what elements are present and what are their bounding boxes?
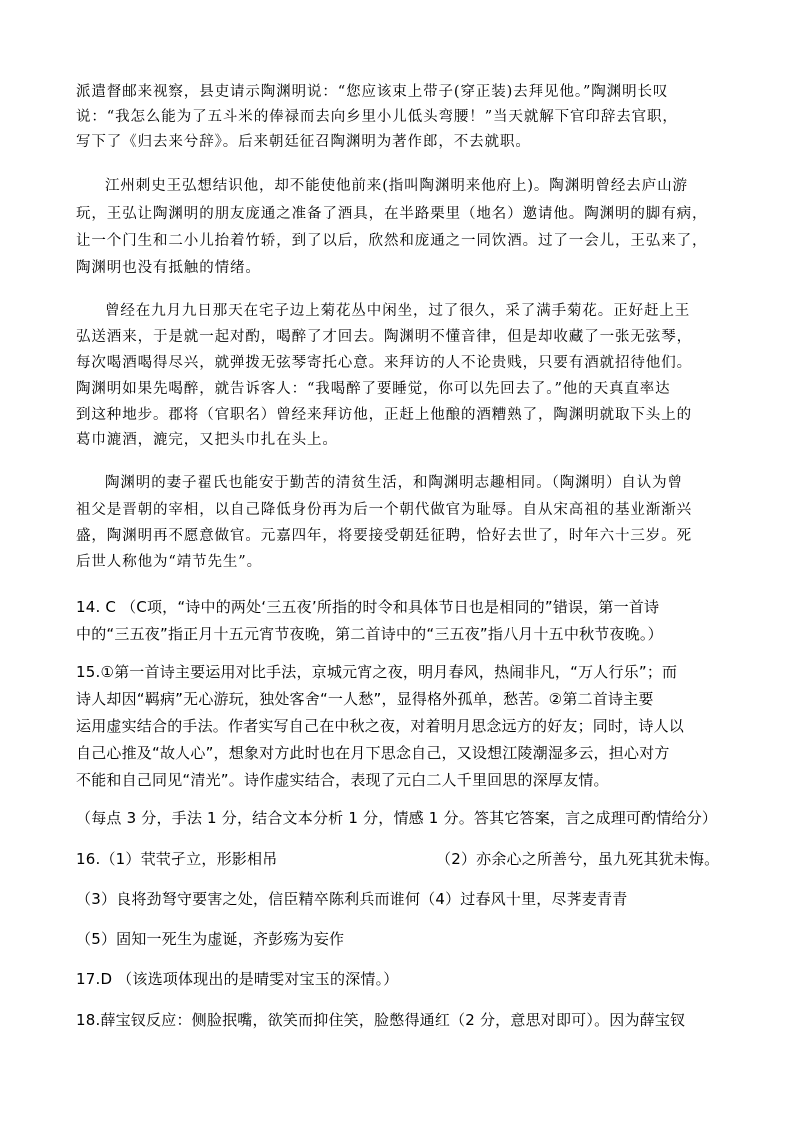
translation-p4-line: 陶渊明的妻子翟氏也能安于勤苦的清贫生活，和陶渊明志趣相同。（陶渊明）自认为曾 [105,475,683,491]
translation-p2-line: 江州刺史王弘想结识他，却不能使他前来(指叫陶渊明来他府上)。陶渊明曾经去庐山游 [105,178,688,194]
translation-p1-line: 写下了《归去来兮辞》。后来朝廷征召陶渊明为著作郎，不去就职。 [76,134,531,150]
translation-p3-line: 曾经在九月九日那天在宅子边上菊花丛中闲坐，过了很久，采了满手菊花。正好赶上王 [105,303,691,319]
answer-16-item-1: 16.（1）茕茕孑立，形影相吊 [76,850,278,868]
translation-p1-line: 派遣督邮来视察，县吏请示陶渊明说：“您应该束上带子(穿正装)去拜见他。”陶渊明长叹 [76,84,669,100]
translation-p2-line: 陶渊明也没有抵触的情绪。 [76,260,261,276]
translation-p2-line: 玩，王弘让陶渊明的朋友庞通之准备了酒具，在半路栗里（地名）邀请他。陶渊明的脚有病， [76,206,708,222]
answer-17: 17.D （该选项体现出的是晴雯对宝玉的深情。） [76,970,399,988]
answer-15-line: 不能和自己同见“清光”。诗作虚实结合，表现了元白二人千里回思的深厚友情。 [76,771,609,789]
translation-p4-line: 盛，陶渊明再不愿意做官。元嘉四年，将要接受朝廷征聘，恰好去世了，时年六十三岁。死 [76,528,692,544]
translation-p2-line: 让一个门生和二小儿抬着竹轿，到了以后，欣然和庞通之一同饮酒。过了一会儿，王弘来了， [76,233,708,249]
translation-p3-line: 每次喝酒喝得尽兴，就弹拨无弦琴寄托心意。来拜访的人不论贵贱，只要有酒就招待他们。 [76,355,692,371]
translation-p1-line: 说：“我怎么能为了五斗米的俸禄而去向乡里小儿低头弯腰！”当天就解下官印辞去官职， [76,109,678,125]
answer-18: 18.薛宝钗反应：侧脸抿嘴，欲笑而抑住笑，脸憋得通红（2 分，意思对即可）。因为薛宝钗 [76,1011,686,1029]
answer-16-items-3-4: （3）良将劲弩守要害之处，信臣精卒陈利兵而谁何（4）过春风十里，尽荠麦青青 [76,890,628,908]
answer-16-item-5: （5）固知一死生为虚诞，齐彭殇为妄作 [76,930,345,948]
answer-15-line: 运用虚实结合的手法。作者实写自己在中秋之夜，对着明月思念远方的好友；同时，诗人以 [76,717,685,735]
answer-15-scoring-note: （每点 3 分，手法 1 分，结合文本分析 1 分，情感 1 分。答其它答案，言之成理可酌情给分） [76,809,718,827]
answer-14-line: 14. C （C项，“诗中的两处‘三五夜’所指的时令和具体节日也是相同的”错误，第一首诗 [76,598,660,616]
answer-15-line: 自己心推及“故人心”，想象对方此时也在月下思念自己，又设想江陵潮湿多云，担心对方 [76,744,670,762]
translation-p3-line: 到这种地步。郡将（官职名）曾经来拜访他，正赶上他酿的酒糟熟了，陶渊明就取下头上的 [76,407,692,423]
translation-p3-line: 弘送酒来，于是就一起对酌，喝醉了才回去。陶渊明不懂音律，但是却收藏了一张无弦琴， [76,329,692,345]
translation-p3-line: 葛巾漉酒，漉完，又把头巾扎在头上。 [76,432,338,448]
answer-15-line: 诗人却因“羁病”无心游玩，独处客舍“一人愁”，显得格外孤单，愁苦。②第二首诗主要 [76,690,654,708]
answer-16-item-2: （2）亦余心之所善兮，虽九死其犹未悔。 [436,850,720,868]
translation-p4-line: 祖父是晋朝的宰相，以自己降低身份再为后一个朝代做官为耻辱。自从宋高祖的基业渐渐兴 [76,502,692,518]
translation-p4-line: 后世人称他为“靖节先生”。 [76,554,263,570]
answer-14-line: 中的“三五夜”指正月十五元宵节夜晚，第二首诗中的“三五夜”指八月十五中秋节夜晚。） [76,625,663,643]
translation-p3-line: 陶渊明如果先喝醉，就告诉客人：“我喝醉了要睡觉，你可以先回去了。”他的天真直率达 [76,381,671,397]
answer-15-line: 15.①第一首诗主要运用对比手法，京城元宵之夜，明月春风，热闹非凡，“万人行乐”；而 [76,663,678,681]
